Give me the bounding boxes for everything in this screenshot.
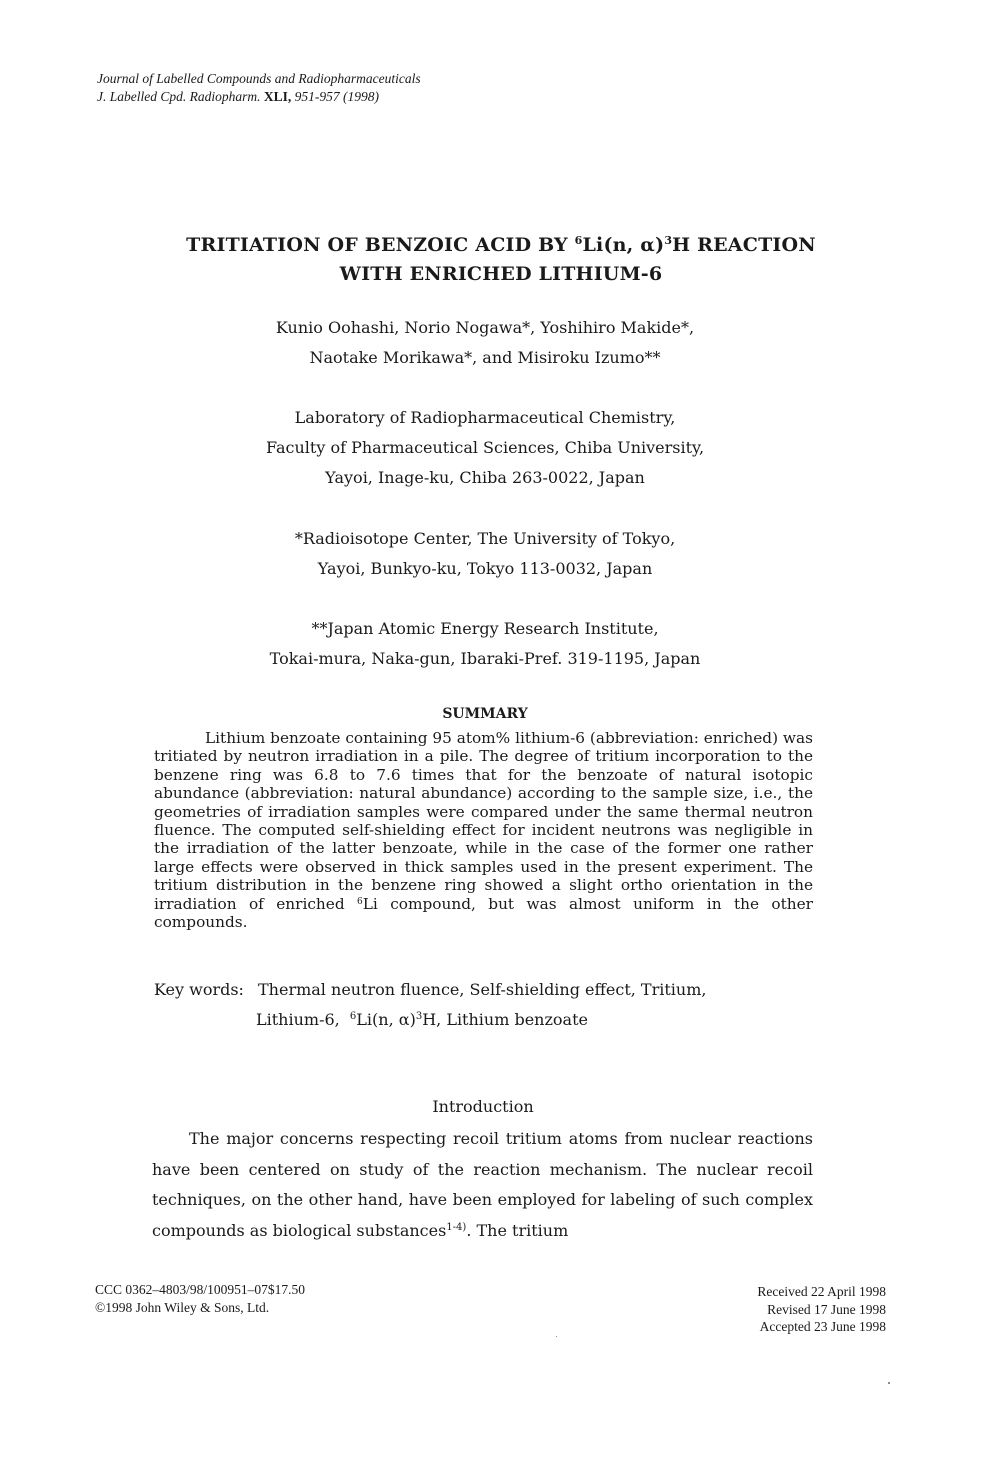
title-line-1 xyxy=(0,226,982,260)
keywords-list-1: Thermal neutron fluence, Self-shielding effect, Tritium, xyxy=(258,980,707,999)
keywords-line-2 xyxy=(154,1005,706,1035)
authors-line-1: Kunio Oohashi, Norio Nogawa*, Yoshihiro Makide*, xyxy=(275,318,695,337)
affiliation-jaeri xyxy=(0,614,970,674)
summary-paragraph xyxy=(154,729,813,931)
affiliation-line: Laboratory of Radiopharmaceutical Chemistry, xyxy=(294,408,676,427)
title-sup-2: 3 xyxy=(664,234,673,247)
keyword-sup-2: 3 xyxy=(415,1011,423,1022)
scan-speck xyxy=(556,1336,557,1337)
affiliation-line: *Radioisotope Center, The University of Tokyo, xyxy=(294,529,676,548)
keywords-line-1 xyxy=(154,975,706,1005)
affiliation-line: Tokai-mura, Naka-gun, Ibaraki-Pref. 319-1195, Japan xyxy=(269,649,701,668)
journal-name: Journal of Labelled Compounds and Radiopharmaceuticals xyxy=(97,71,421,86)
authors xyxy=(0,313,970,373)
introduction-text: The major concerns respecting recoil tritium atoms from nuclear reactions have been centered on study of the reaction mechanism. The nuclear recoil techniques, on the other hand, have been employed for labeling of such complex compounds as biological substances xyxy=(152,1129,813,1240)
citation-pages: 951-957 (1998) xyxy=(294,89,380,104)
summary-text-b: Li compound, but was almost uniform in the other compounds. xyxy=(154,894,813,932)
title-part-3: H REACTION xyxy=(672,234,816,256)
keywords xyxy=(154,975,706,1035)
affiliation-tokyo xyxy=(0,524,970,584)
keyword-lithium6: Lithium-6, xyxy=(256,1010,350,1029)
keywords-label: Key words: xyxy=(154,980,244,999)
keyword-sup-1: 6 xyxy=(349,1011,357,1022)
journal-header xyxy=(97,70,421,106)
summary-text-a: Lithium benzoate containing 95 atom% lithium-6 (abbreviation: enriched) was tritiated by neutron irradiation in a pile. The degree of tritium incorporation to the benzene ring was 6.8 to 7.6 times that for the benzoate of natural isotopic abundance (abbreviation: natural abundance) according to the sample size, i.e., the geometries of irradiation samples were compared under the same thermal neutron fluence. The computed self-shielding effect for incident neutrons was negligible in the irradiation of the latter benzoate, while in the case of the former one rather large effects were observed in thick samples used in the present experiment. The tritium distribution in the benzene ring showed a slight ortho orientation in the irradiation of enriched xyxy=(154,729,813,913)
citation-volume: XLI, xyxy=(263,89,292,104)
introduction-ref: 1-4) xyxy=(446,1221,467,1233)
affiliation-line: Yayoi, Bunkyo-ku, Tokyo 113-0032, Japan xyxy=(317,559,653,578)
affiliation-line: Faculty of Pharmaceutical Sciences, Chiba University, xyxy=(265,438,705,457)
footer-left xyxy=(95,1281,305,1316)
received-date: Received 22 April 1998 xyxy=(757,1284,886,1299)
summary-body xyxy=(154,729,813,931)
affiliation-chiba xyxy=(0,403,970,493)
title-part-2: Li(n, α) xyxy=(582,234,665,256)
keyword-rest: H, Lithium benzoate xyxy=(422,1010,588,1029)
summary-heading: SUMMARY xyxy=(442,706,528,722)
title-part-1: TRITIATION OF BENZOIC ACID BY xyxy=(186,234,575,256)
ccc-code: CCC 0362–4803/98/100951–07$17.50 xyxy=(95,1282,306,1297)
keyword-reaction: Li(n, α) xyxy=(356,1010,416,1029)
accepted-date: Accepted 23 June 1998 xyxy=(759,1319,886,1334)
summary-sup: 6 xyxy=(357,896,363,907)
introduction-body xyxy=(152,1124,813,1246)
introduction-paragraph xyxy=(152,1124,813,1246)
authors-line-2: Naotake Morikawa*, and Misiroku Izumo** xyxy=(309,348,661,367)
footer-right xyxy=(757,1283,886,1336)
copyright: ©1998 John Wiley & Sons, Ltd. xyxy=(95,1299,270,1315)
introduction-text-end: . The tritium xyxy=(466,1220,569,1240)
revised-date: Revised 17 June 1998 xyxy=(767,1301,886,1317)
citation-prefix: J. Labelled Cpd. Radiopharm. xyxy=(97,89,261,104)
paper-title xyxy=(0,226,982,289)
affiliation-line: **Japan Atomic Energy Research Institute, xyxy=(311,619,659,638)
affiliation-line: Yayoi, Inage-ku, Chiba 263-0022, Japan xyxy=(325,468,645,487)
scan-speck xyxy=(888,1382,890,1384)
title-sup-1: 6 xyxy=(574,234,583,247)
journal-citation xyxy=(97,88,421,106)
introduction-heading: Introduction xyxy=(432,1097,534,1116)
title-line-2: WITH ENRICHED LITHIUM-6 xyxy=(339,263,663,285)
